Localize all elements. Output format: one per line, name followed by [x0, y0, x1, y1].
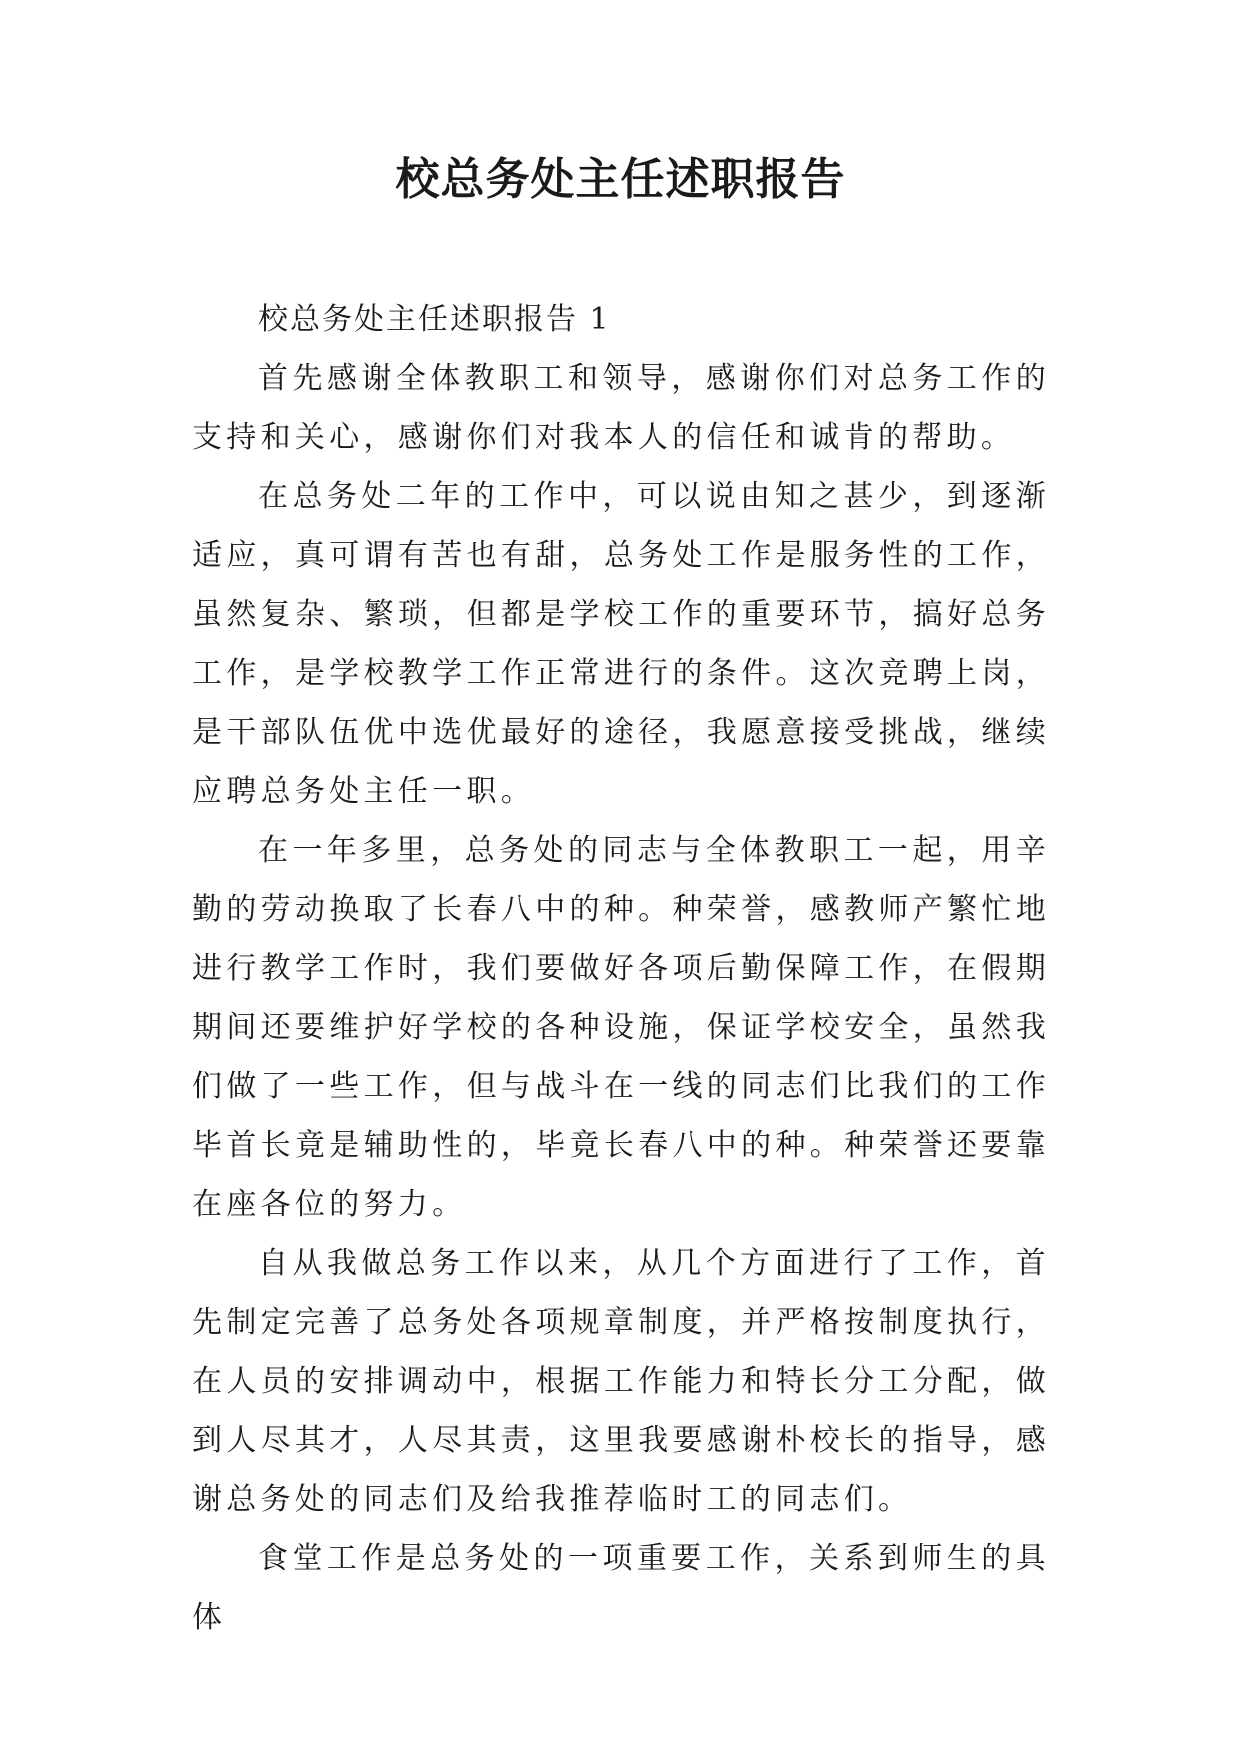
document-body: [192, 290, 1050, 1647]
paragraph-1: 首先感谢全体教职工和领导，感谢你们对总务工作的支持和关心，感谢你们对我本人的信任和诚肯的帮助。: [192, 361, 1050, 455]
paragraph-4: 自从我做总务工作以来，从几个方面进行了工作，首先制定完善了总务处各项规章制度，并严格按制度执行，在人员的安排调动中，根据工作能力和特长分工分配，做到人尽其才，人尽其责，这里我要感谢朴校长的指导，感谢总务处的同志们及给我推荐临时工的同志们。: [192, 1246, 1050, 1517]
paragraph-3: 在一年多里，总务处的同志与全体教职工一起，用辛勤的劳动换取了长春八中的种。种荣誉，感教师产繁忙地进行教学工作时，我们要做好各项后勤保障工作，在假期期间还要维护好学校的各种设施，保证学校安全，虽然我们做了一些工作，但与战斗在一线的同志们比我们的工作毕首长竟是辅助性的，毕竟长春八中的种。种荣誉还要靠在座各位的努力。: [192, 833, 1050, 1222]
paragraph-2: 在总务处二年的工作中，可以说由知之甚少，到逐渐适应，真可谓有苦也有甜，总务处工作是服务性的工作，虽然复杂、繁琐，但都是学校工作的重要环节，搞好总务工作，是学校教学工作正常进行的条件。这次竞聘上岗，是干部队伍优中选优最好的途径，我愿意接受挑战，继续应聘总务处主任一职。: [192, 479, 1050, 809]
paragraph-5: 食堂工作是总务处的一项重要工作，关系到师生的具体: [192, 1541, 1050, 1635]
document-title: 校总务处主任述职报告: [395, 154, 846, 205]
section-heading: 校总务处主任述职报告 1: [258, 302, 611, 337]
